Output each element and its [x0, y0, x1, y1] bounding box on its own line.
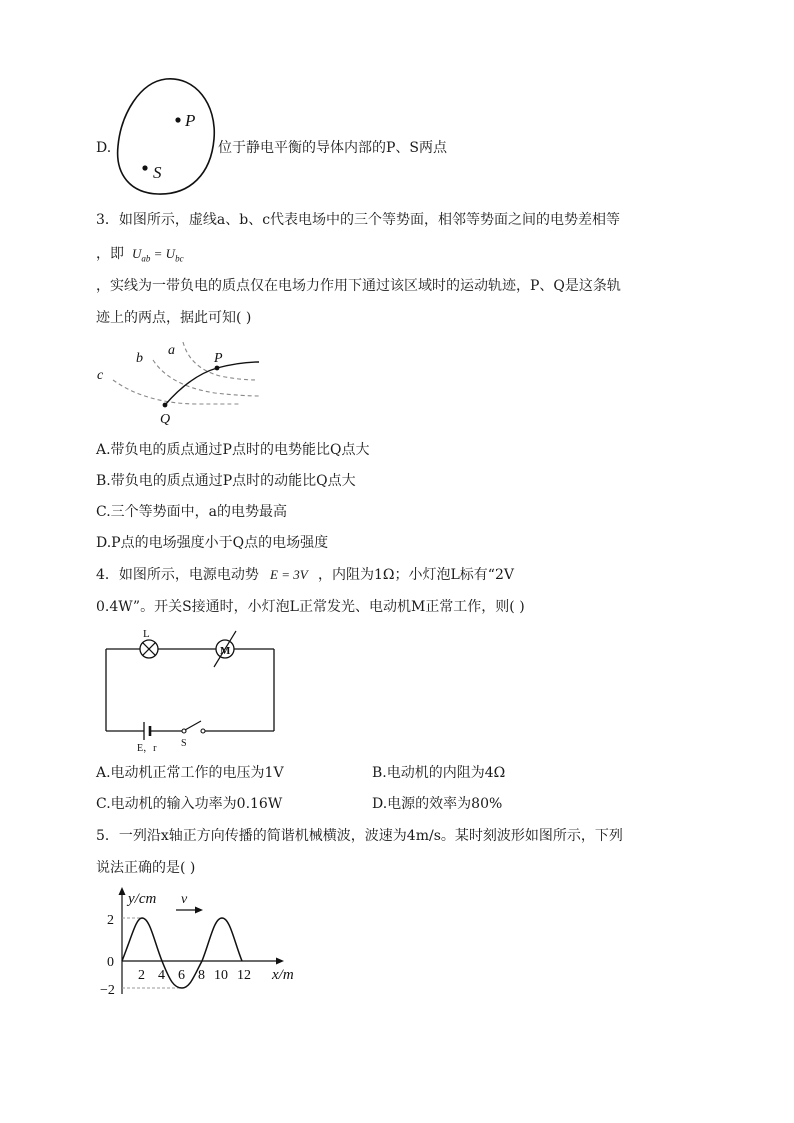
battery-label: E，r [137, 743, 157, 754]
x-tick-8: 8 [198, 968, 205, 983]
q4-option-c: C.电动机的输入功率为0.16W [96, 796, 283, 812]
q4-option-d: D.电源的效率为80% [372, 796, 503, 812]
equipotential-b [153, 360, 260, 396]
q4-line-2: 0.4W”。开关S接通时，小灯泡L正常发光、电动机M正常工作，则( ) [96, 599, 525, 615]
q4-line-1b: ，内阻为1Ω；小灯泡L标有“2V [318, 567, 514, 583]
motor-label: M [220, 645, 231, 657]
lamp-label: L [143, 628, 150, 640]
q3-equation: $U_{ab} = U_{bc}$ [132, 246, 184, 264]
x-axis-label: x/m [272, 967, 294, 983]
velocity-label: v [181, 892, 188, 907]
q4-emf: E = 3V [270, 567, 308, 582]
y-axis-arrow [119, 887, 126, 895]
point-p-dot [215, 366, 220, 371]
label-c: c [97, 368, 104, 383]
x-axis-arrow [276, 958, 284, 965]
point-s-dot [142, 165, 147, 170]
label-b: b [136, 351, 143, 366]
point-s-label: S [153, 163, 162, 182]
trajectory-line [165, 362, 259, 405]
q2-option-d-letter: D. [96, 140, 112, 156]
switch-label: S [181, 738, 187, 749]
label-p: P [214, 351, 223, 366]
switch-icon [182, 721, 205, 733]
q3-option-c: C.三个等势面中，a的电势最高 [96, 504, 288, 520]
point-p-label: P [185, 111, 196, 130]
q3-option-a: A.带负电的质点通过P点时的电势能比Q点大 [96, 442, 370, 458]
x-tick-6: 6 [178, 968, 185, 983]
y-axis-label: y/cm [128, 891, 157, 907]
label-a: a [168, 343, 175, 358]
q4-option-a: A.电动机正常工作的电压为1V [96, 765, 284, 781]
x-tick-2: 2 [138, 968, 145, 983]
y-tick-0: 0 [107, 955, 114, 970]
q4-option-b: B.电动机的内阻为4Ω [372, 765, 506, 781]
lamp-icon [140, 640, 158, 658]
q3-line-4: 迹上的两点，据此可知( ) [96, 310, 252, 326]
y-tick-2: 2 [107, 913, 114, 928]
point-p-dot [175, 117, 180, 122]
point-q-dot [163, 403, 168, 408]
equipotential-figure [95, 338, 265, 428]
velocity-arrowhead [195, 907, 203, 914]
battery-icon [144, 722, 150, 740]
q5-line-2: 说法正确的是( ) [96, 860, 196, 876]
label-q: Q [160, 412, 171, 427]
y-tick-neg2: −2 [100, 983, 115, 998]
q3-line-2: ，即 [96, 246, 124, 262]
q3-option-d: D.P点的电场强度小于Q点的电场强度 [96, 535, 329, 551]
wave-graph [100, 886, 320, 1006]
q3-line-3: ，实线为一带负电的质点仅在电场力作用下通过该区域时的运动轨迹，P、Q是这条轨 [96, 278, 621, 294]
q4-line-1: 4．如图所示，电源电动势 [96, 567, 259, 583]
q3-option-b: B.带负电的质点通过P点时的动能比Q点大 [96, 473, 356, 489]
x-tick-12: 12 [237, 968, 251, 983]
q3-line-1: 3．如图所示，虚线a、b、c代表电场中的三个等势面，相邻等势面之间的电势差相等 [96, 212, 621, 228]
conductor-figure [110, 74, 220, 199]
q5-line-1: 5．一列沿x轴正方向传播的简谐机械横波，波速为4m/s。某时刻波形如图所示，下列 [96, 828, 623, 844]
x-tick-10: 10 [214, 968, 228, 983]
circuit-figure [100, 625, 280, 755]
q2-option-d-text: 位于静电平衡的导体内部的P、S两点 [218, 140, 448, 156]
conductor-outline [118, 79, 215, 194]
x-tick-4: 4 [158, 968, 165, 983]
